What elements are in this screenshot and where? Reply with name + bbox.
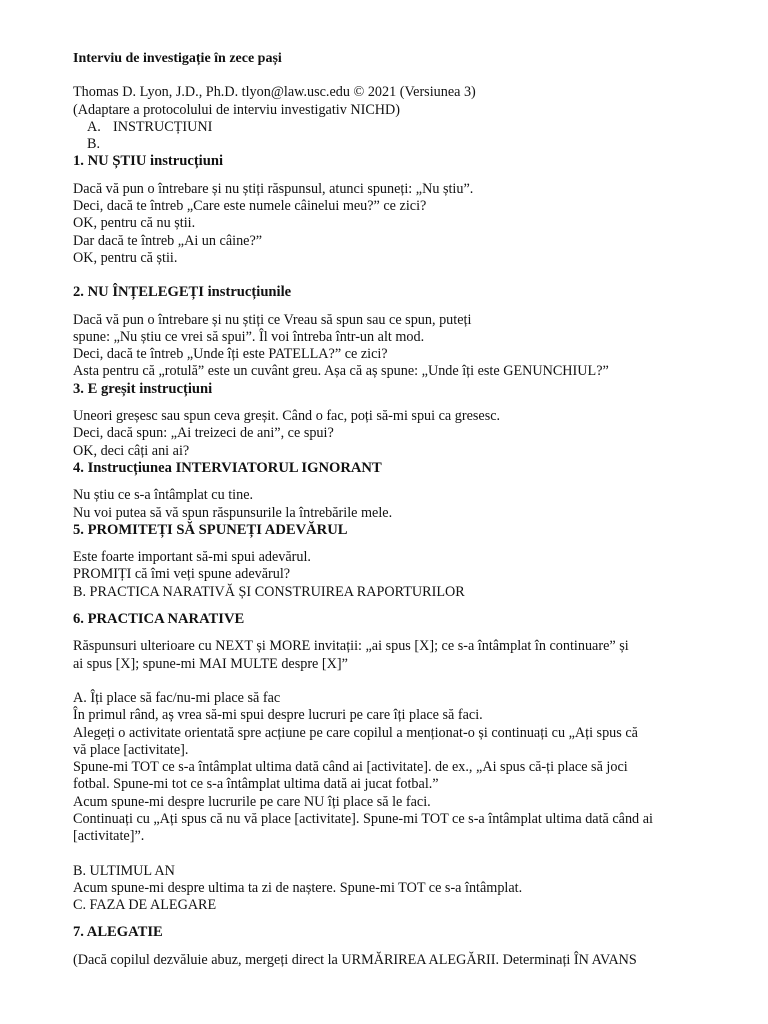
paragraph-line: Este foarte important să-mi spui adevărul. bbox=[73, 549, 311, 566]
section-heading: 6. PRACTICA NARATIVE bbox=[73, 611, 245, 628]
paragraph-line: Nu voi putea să vă spun răspunsurile la întrebările mele. bbox=[73, 504, 393, 521]
list-text: INSTRUCȚIUNI bbox=[113, 118, 213, 135]
paragraph-line: B. PRACTICA NARATIVĂ ȘI CONSTRUIREA RAPORTURILOR bbox=[73, 583, 465, 600]
paragraph-line: B. ULTIMUL AN bbox=[73, 862, 175, 879]
paragraph-line: A. Îți place să fac/nu-mi place să fac bbox=[73, 689, 281, 706]
paragraph-line: Dar dacă te întreb „Ai un câine?” bbox=[73, 232, 263, 249]
author-line: Thomas D. Lyon, J.D., Ph.D. tlyon@law.usc.edu © 2021 (Versiunea 3) bbox=[73, 84, 476, 101]
paragraph-line: Deci, dacă te întreb „Unde îți este PATELLA?” ce zici? bbox=[73, 346, 388, 363]
list-marker: B. bbox=[87, 136, 101, 153]
paragraph-line: C. FAZA DE ALEGARE bbox=[73, 897, 217, 914]
paragraph-line: Dacă vă pun o întrebare și nu știți ce Vreau să spun sau ce spun, puteți bbox=[73, 311, 472, 328]
paragraph-line: Acum spune-mi despre lucrurile pe care NU îți place să le faci. bbox=[73, 793, 431, 810]
paragraph-line: spune: „Nu știu ce vrei să spui”. Îl voi întreba într-un alt mod. bbox=[73, 328, 425, 345]
paragraph-line: PROMIȚI că îmi veți spune adevărul? bbox=[73, 566, 291, 583]
paragraph-line: Asta pentru că „rotulă” este un cuvânt greu. Așa că aș spune: „Unde îți este GENUNCHIUL?” bbox=[73, 363, 609, 380]
section-heading: 4. Instrucțiunea INTERVIATORUL IGNORANT bbox=[73, 459, 382, 476]
paragraph-line: fotbal. Spune-mi tot ce s-a întâmplat ultima dată ai jucat fotbal.” bbox=[73, 776, 439, 793]
section-heading: 1. NU ȘTIU instrucțiuni bbox=[73, 153, 224, 170]
paragraph-line: Continuați cu „Ați spus că nu vă place [activitate]. Spune-mi TOT ce s-a întâmplat ultima dată când ai bbox=[73, 810, 653, 827]
paragraph-line: Spune-mi TOT ce s-a întâmplat ultima dată când ai [activitate]. de ex., „Ai spus că-ți place să joci bbox=[73, 759, 628, 776]
paragraph-line: În primul rând, aș vrea să-mi spui despre lucruri pe care îți place să faci. bbox=[73, 707, 483, 724]
paragraph-line: OK, deci câți ani ai? bbox=[73, 442, 190, 459]
list-item bbox=[87, 136, 723, 153]
list-item bbox=[87, 119, 723, 136]
outline-list bbox=[73, 119, 723, 154]
paragraph-line: vă place [activitate]. bbox=[73, 741, 189, 758]
paragraph-line: Deci, dacă te întreb „Care este numele câinelui meu?” ce zici? bbox=[73, 198, 427, 215]
section-heading: 7. ALEGATIE bbox=[73, 924, 163, 941]
paragraph-line: Acum spune-mi despre ultima ta zi de naștere. Spune-mi TOT ce s-a întâmplat. bbox=[73, 879, 523, 896]
paragraph-line: Răspunsuri ulterioare cu NEXT și MORE invitații: „ai spus [X]; ce s-a întâmplat în continuare” și bbox=[73, 638, 629, 655]
paragraph-line: (Dacă copilul dezvăluie abuz, mergeți direct la URMĂRIREA ALEGĂRII. Determinați ÎN AVANS bbox=[73, 951, 637, 968]
adaptation-line: (Adaptare a protocolului de interviu investigativ NICHD) bbox=[73, 101, 401, 118]
section-heading: 2. NU ÎNȚELEGEȚI instrucțiunile bbox=[73, 284, 292, 301]
paragraph-line: Alegeți o activitate orientată spre acțiune pe care copilul a menționat-o și continuați cu „Ați spus că bbox=[73, 724, 638, 741]
paragraph-line: Dacă vă pun o întrebare și nu știți răspunsul, atunci spuneți: „Nu știu”. bbox=[73, 180, 474, 197]
list-marker: A. bbox=[87, 118, 101, 135]
paragraph-line: Nu știu ce s-a întâmplat cu tine. bbox=[73, 487, 254, 504]
paragraph-line: [activitate]”. bbox=[73, 828, 145, 845]
paragraph-line: Uneori greșesc sau spun ceva greșit. Când o fac, poți să-mi spui ca gresesc. bbox=[73, 408, 501, 425]
paragraph-line: OK, pentru că nu știi. bbox=[73, 215, 196, 232]
paragraph-line: ai spus [X]; spune-mi MAI MULTE despre [X]” bbox=[73, 655, 348, 672]
document-page bbox=[73, 50, 723, 969]
paragraph-line: Deci, dacă spun: „Ai treizeci de ani”, ce spui? bbox=[73, 425, 334, 442]
section-heading: 3. E greșit instrucțiuni bbox=[73, 380, 213, 397]
section-heading: 5. PROMITEȚI SĂ SPUNEȚI ADEVĂRUL bbox=[73, 521, 348, 538]
paragraph-line: OK, pentru că știi. bbox=[73, 249, 178, 266]
document-title: Interviu de investigație în zece pași bbox=[73, 51, 282, 66]
